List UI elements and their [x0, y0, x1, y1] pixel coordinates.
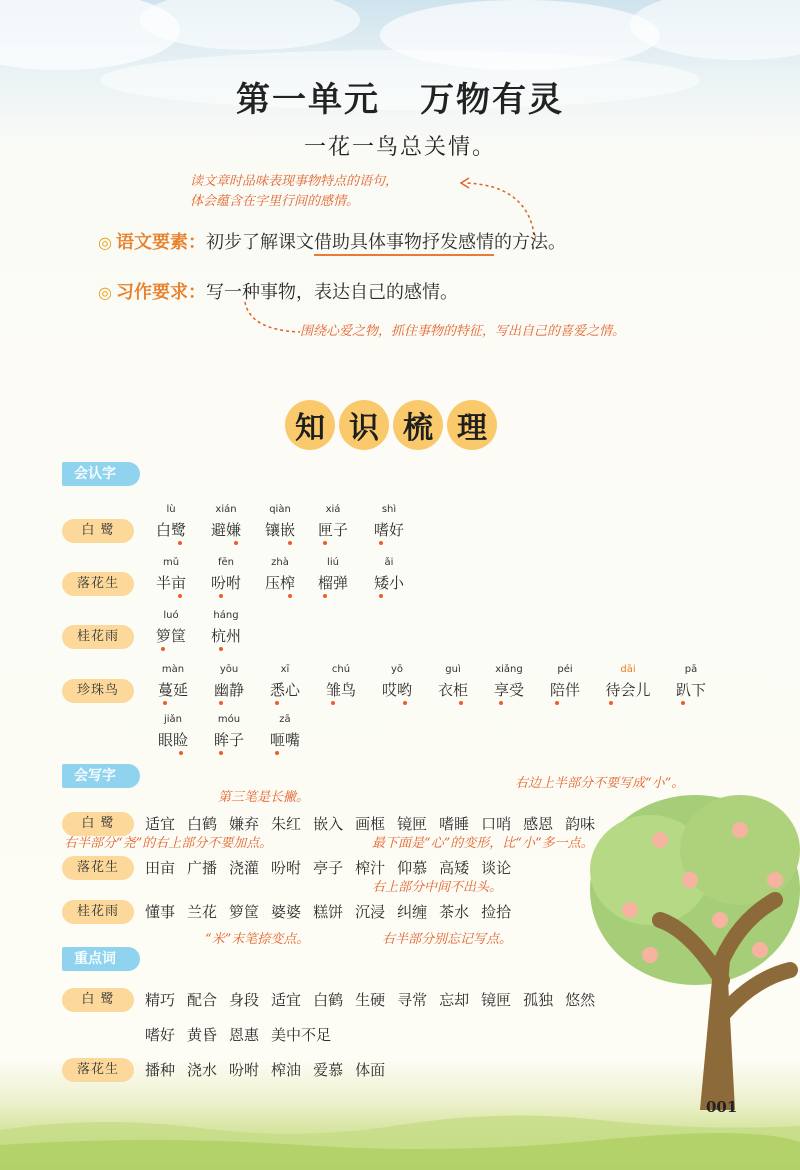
write-tag: 会写字 [62, 764, 140, 788]
lesson-label: 白 鹭 [62, 812, 134, 836]
word-item: xián 避嫌 [197, 520, 255, 540]
lesson-label: 落花生 [62, 856, 134, 880]
word-item: chú 雏鸟 [313, 680, 369, 700]
recognize-row [145, 557, 417, 593]
keyword-row: 播种 浇水 吩咐 榨油 爱慕 体面 [145, 1061, 386, 1079]
word-item: qiàn 镶嵌 [255, 520, 305, 540]
unit-title: 第一单元 万物有灵 [236, 80, 564, 120]
lesson-label: 桂花雨 [62, 625, 134, 649]
keyword-row: 精巧 配合 身段 适宜 白鹤 生硬 寻常 忘却 镜匣 孤独 悠然 [145, 991, 596, 1009]
recognize-row [145, 504, 417, 540]
word-item: yōu 幽静 [201, 680, 257, 700]
word-item: zā 咂嘴 [257, 730, 313, 750]
word-item: jiǎn 眼睑 [145, 730, 201, 750]
write-row: 懂事 兰花 箩筐 婆婆 糕饼 沉浸 纠缠 茶水 捡拾 [145, 903, 512, 921]
writing-note: 围绕心爱之物，抓住事物的特征，写出自己的喜爱之情。 [300, 324, 626, 339]
lesson-label: 落花生 [62, 1058, 134, 1082]
writing-requirement: ◎ 习作要求：写一种事物，表达自己的感情。 [98, 282, 458, 303]
word-item: mǔ 半亩 [145, 573, 197, 593]
language-requirement: ◎ 语文要素：初步了解课文借助具体事物抒发感情的方法。 [98, 228, 566, 254]
word-item: péi 陪伴 [537, 680, 593, 700]
word-item: lù 白鹭 [145, 520, 197, 540]
word-item: xiá 匣子 [305, 520, 361, 540]
write-row: 田亩 广播 浇灌 吩咐 亭子 榨汁 仰慕 高矮 谈论 [145, 859, 512, 877]
annotation-a5: 右上部分中间不出头。 [372, 880, 503, 895]
keyword-row: 嗜好 黄昏 恩惠 美中不足 [145, 1026, 332, 1044]
word-item: ǎi 矮小 [361, 573, 417, 593]
lesson-label: 白 鹭 [62, 519, 134, 543]
recognize-row [145, 664, 719, 700]
page-number: 001 [706, 1098, 738, 1116]
lesson-label: 桂花雨 [62, 900, 134, 924]
word-item: màn 蔓延 [145, 680, 201, 700]
word-item: dāi 待会儿 [593, 680, 663, 700]
annotation-a3: 右半部分“尧”的右上部分不要加点。 [64, 836, 273, 851]
write-row: 适宜 白鹤 嫌弃 朱红 嵌入 画框 镜匣 嗜睡 口哨 感恩 韵味 [145, 815, 596, 833]
word-item: yō 哎哟 [369, 680, 425, 700]
lesson-label: 白 鹭 [62, 988, 134, 1012]
word-item: zhà 压榨 [255, 573, 305, 593]
annotation-a7: 右半部分别忘记写点。 [382, 932, 513, 947]
word-item: liú 榴弹 [305, 573, 361, 593]
circle-mark-icon: ◎ [98, 283, 112, 302]
word-item: guì 衣柜 [425, 680, 481, 700]
lesson-label: 珍珠鸟 [62, 679, 134, 703]
peach-tree-illustration [590, 780, 800, 1110]
lesson-label: 落花生 [62, 572, 134, 596]
recognize-tag: 会认字 [62, 462, 140, 486]
word-item: xī 悉心 [257, 680, 313, 700]
reading-note: 读文章时品味表现事物特点的语句， 体会蕴含在字里行间的感情。 [190, 174, 399, 209]
section-title-knowledge: 知 识 梳 理 [285, 400, 497, 450]
word-item: háng 杭州 [197, 626, 255, 646]
word-item: xiǎng 享受 [481, 680, 537, 700]
writing-note-arrow [240, 298, 310, 338]
word-item: luó 箩筐 [145, 626, 197, 646]
annotation-a4: 最下面是“心”的变形，比“小”多一点。 [372, 836, 594, 851]
word-item: fēn 吩咐 [197, 573, 255, 593]
word-item: shì 嗜好 [361, 520, 417, 540]
recognize-row [145, 610, 255, 646]
annotation-a6: “米”末笔捺变点。 [205, 932, 310, 947]
unit-subtitle: 一花一鸟总关情。 [303, 135, 496, 160]
annotation-a1: 第三笔是长撇。 [218, 790, 310, 805]
keywords-tag: 重点词 [62, 947, 140, 971]
recognize-row [145, 714, 313, 750]
word-item: pā 趴下 [663, 680, 719, 700]
circle-mark-icon: ◎ [98, 233, 112, 252]
word-item: móu 眸子 [201, 730, 257, 750]
annotation-a2: 右边上半部分不要写成“小”。 [515, 776, 685, 791]
